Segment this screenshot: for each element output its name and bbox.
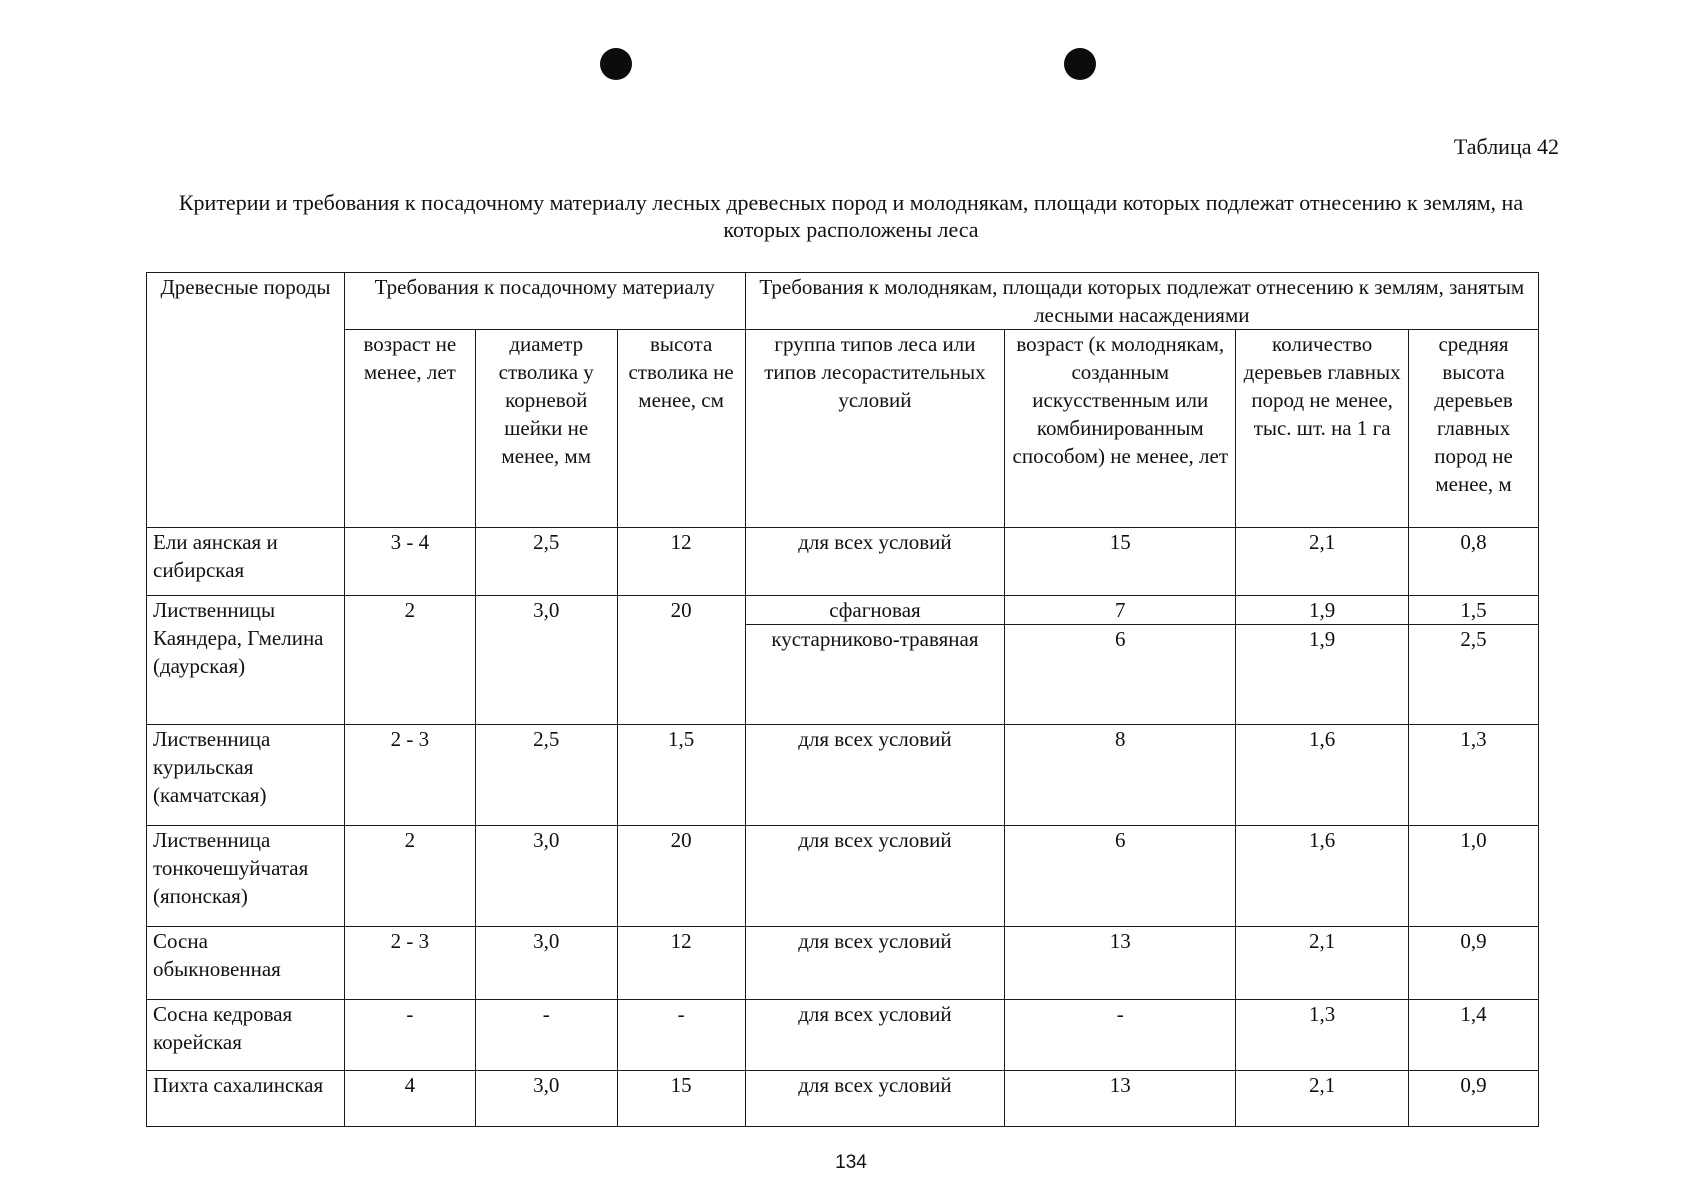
young-age-cell: 6 [1005, 625, 1236, 725]
avg-height-cell: 1,0 [1409, 826, 1539, 927]
min-age-cell: 2 [344, 596, 475, 725]
col-header-tree-count: количество деревьев главных пород не менее, тыс. шт. на 1 га [1236, 330, 1409, 528]
table-row [147, 1071, 1539, 1127]
avg-height-cell: 0,9 [1409, 1071, 1539, 1127]
young-age-cell: - [1005, 1000, 1236, 1071]
col-header-young-stand-age: возраст (к молоднякам, созданным искусственным или комбинированным способом) не менее, лет [1005, 330, 1236, 528]
species-cell: Лиственницы Каяндера, Гмелина (даурская) [147, 596, 345, 725]
young-age-cell: 13 [1005, 927, 1236, 1000]
stem-height-cell: - [617, 1000, 745, 1071]
col-header-min-age: возраст не менее, лет [344, 330, 475, 528]
stem-diameter-cell: 2,5 [475, 725, 617, 826]
forest-type-cell: для всех условий [745, 1000, 1005, 1071]
avg-height-cell: 1,4 [1409, 1000, 1539, 1071]
table-row [147, 1000, 1539, 1071]
stem-diameter-cell: 3,0 [475, 927, 617, 1000]
table-row [147, 826, 1539, 927]
tree-count-cell: 1,6 [1236, 826, 1409, 927]
table-row [147, 927, 1539, 1000]
min-age-cell: 2 - 3 [344, 725, 475, 826]
species-cell: Лиственница тонкочешуйчатая (японская) [147, 826, 345, 927]
col-header-stem-height: высота стволика не менее, см [617, 330, 745, 528]
young-age-cell: 6 [1005, 826, 1236, 927]
col-header-forest-type-group: группа типов леса или типов лесорастительных условий [745, 330, 1005, 528]
forest-type-cell: для всех условий [745, 725, 1005, 826]
punch-hole-left [600, 48, 632, 80]
col-header-avg-height: средняя высота деревьев главных пород не менее, м [1409, 330, 1539, 528]
young-age-cell: 7 [1005, 596, 1236, 625]
table-body [147, 528, 1539, 1127]
tree-count-cell: 2,1 [1236, 927, 1409, 1000]
document-title: Критерии и требования к посадочному материалу лесных древесных пород и молоднякам, площади которых подлежат отнесению к землям, на которых расположены леса [178, 190, 1524, 242]
avg-height-cell: 1,5 [1409, 596, 1539, 625]
species-cell: Сосна обыкновенная [147, 927, 345, 1000]
tree-count-cell: 2,1 [1236, 528, 1409, 596]
stem-height-cell: 12 [617, 927, 745, 1000]
young-stands-header: Требования к молоднякам, площади которых подлежат отнесению к землям, занятым лесными насаждениями [745, 273, 1538, 330]
min-age-cell: 2 [344, 826, 475, 927]
page-number: 134 [835, 1152, 867, 1173]
col-header-stem-diameter: диаметр стволика у корневой шейки не менее, мм [475, 330, 617, 528]
tree-count-cell: 1,3 [1236, 1000, 1409, 1071]
stem-diameter-cell: 3,0 [475, 826, 617, 927]
forest-type-cell: для всех условий [745, 528, 1005, 596]
stem-height-cell: 12 [617, 528, 745, 596]
table-row [147, 528, 1539, 596]
stem-diameter-cell: 2,5 [475, 528, 617, 596]
stem-diameter-cell: 3,0 [475, 1071, 617, 1127]
table-row [147, 596, 1539, 625]
forest-type-cell: для всех условий [745, 927, 1005, 1000]
stem-height-cell: 1,5 [617, 725, 745, 826]
forest-type-cell: кустарниково-травяная [745, 625, 1005, 725]
species-cell: Сосна кедровая корейская [147, 1000, 345, 1071]
min-age-cell: - [344, 1000, 475, 1071]
tree-count-cell: 1,9 [1236, 625, 1409, 725]
criteria-table [146, 272, 1539, 1127]
forest-type-cell: для всех условий [745, 1071, 1005, 1127]
stem-height-cell: 20 [617, 596, 745, 725]
species-header: Древесные породы [147, 273, 345, 528]
species-cell: Пихта сахалинская [147, 1071, 345, 1127]
avg-height-cell: 0,9 [1409, 927, 1539, 1000]
tree-count-cell: 1,6 [1236, 725, 1409, 826]
tree-count-cell: 1,9 [1236, 596, 1409, 625]
min-age-cell: 3 - 4 [344, 528, 475, 596]
punch-hole-right [1064, 48, 1096, 80]
table-number-label: Таблица 42 [1453, 134, 1559, 159]
stem-height-cell: 15 [617, 1071, 745, 1127]
min-age-cell: 4 [344, 1071, 475, 1127]
table-head [147, 273, 1539, 528]
stem-height-cell: 20 [617, 826, 745, 927]
avg-height-cell: 0,8 [1409, 528, 1539, 596]
min-age-cell: 2 - 3 [344, 927, 475, 1000]
young-age-cell: 13 [1005, 1071, 1236, 1127]
avg-height-cell: 1,3 [1409, 725, 1539, 826]
young-age-cell: 8 [1005, 725, 1236, 826]
stem-diameter-cell: - [475, 1000, 617, 1071]
tree-count-cell: 2,1 [1236, 1071, 1409, 1127]
stem-diameter-cell: 3,0 [475, 596, 617, 725]
avg-height-cell: 2,5 [1409, 625, 1539, 725]
species-cell: Ели аянская и сибирская [147, 528, 345, 596]
young-age-cell: 15 [1005, 528, 1236, 596]
forest-type-cell: сфагновая [745, 596, 1005, 625]
forest-type-cell: для всех условий [745, 826, 1005, 927]
table-row [147, 725, 1539, 826]
species-cell: Лиственница курильская (камчатская) [147, 725, 345, 826]
planting-material-header: Требования к посадочному материалу [344, 273, 745, 330]
